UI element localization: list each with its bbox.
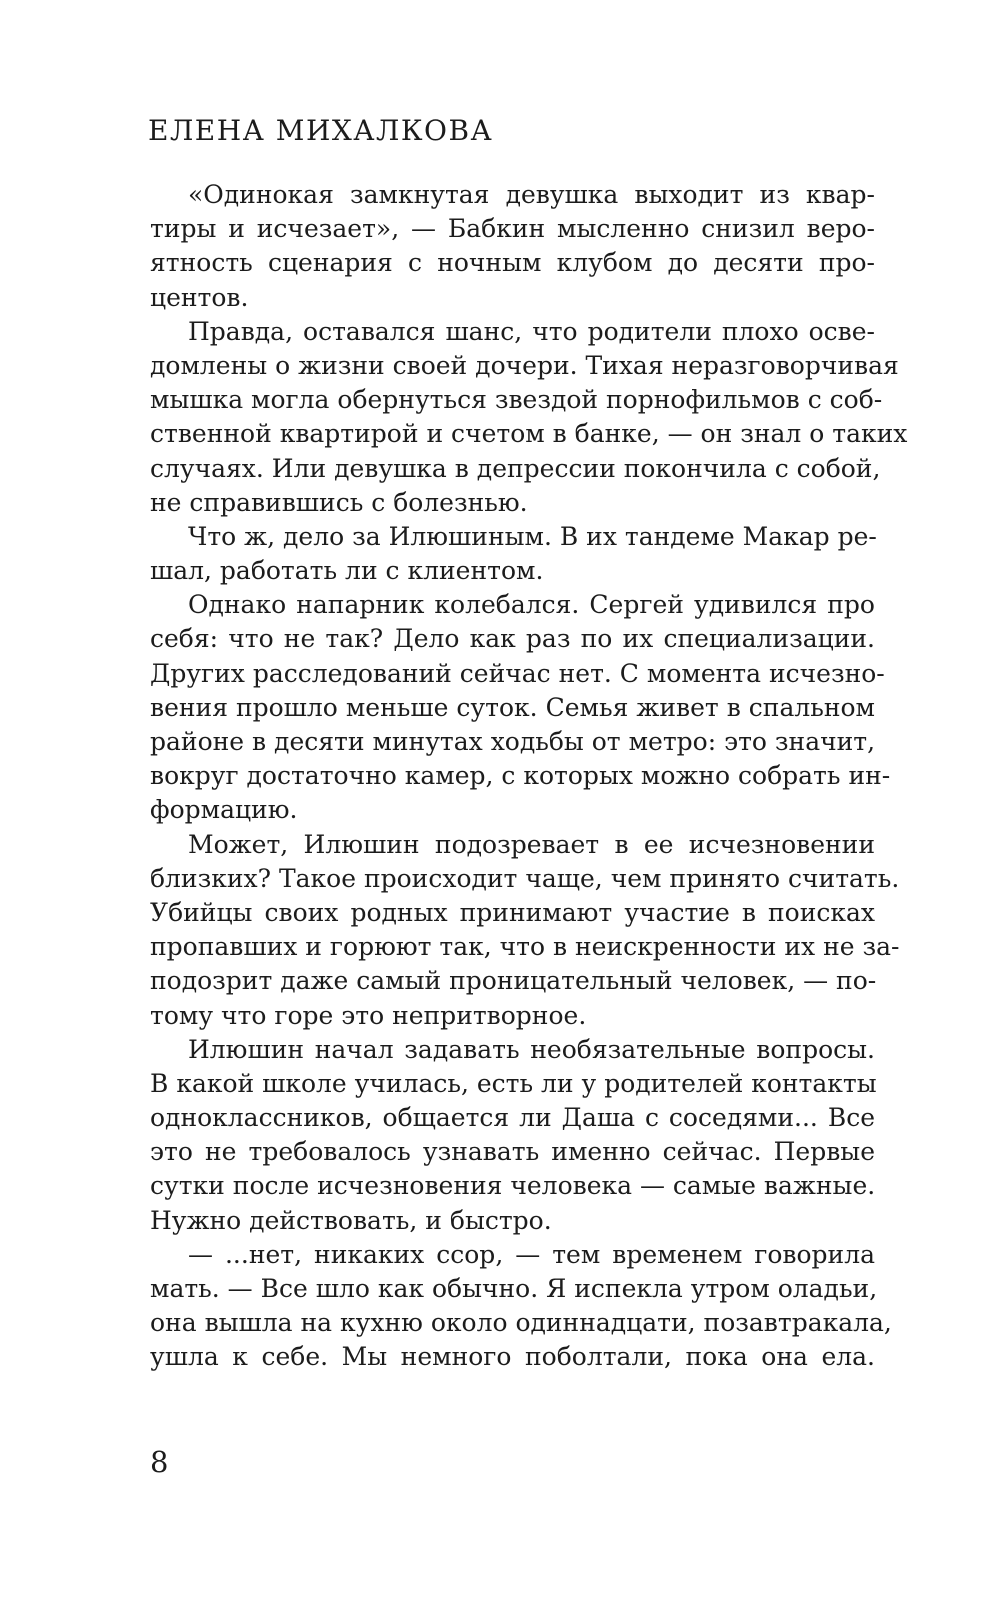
text-line: Нужно действовать, и быстро. bbox=[150, 1205, 552, 1235]
text-line: вения прошло меньше суток. Семья живет в спальном bbox=[150, 692, 875, 722]
text-line: вокруг достаточно камер, с которых можно собрать ин- bbox=[150, 761, 891, 791]
paragraph bbox=[150, 1033, 875, 1238]
text-line: ственной квартирой и счетом в банке, — он знал о таких bbox=[150, 419, 908, 449]
text-line: — ...нет, никаких ссор, — тем временем говорила bbox=[188, 1239, 875, 1269]
text-line: тому что горе это непритворное. bbox=[150, 1000, 587, 1030]
text-line: близких? Такое происходит чаще, чем принято считать. bbox=[150, 863, 900, 893]
text-line: одноклассников, общается ли Даша с соседями... Все bbox=[150, 1103, 875, 1133]
text-line: Илюшин начал задавать необязательные вопросы. bbox=[188, 1034, 875, 1064]
text-line: Других расследований сейчас нет. С момента исчезно- bbox=[150, 658, 885, 688]
page-number: 8 bbox=[150, 1445, 169, 1479]
text-line: «Одинокая замкнутая девушка выходит из квар- bbox=[188, 180, 875, 209]
body-text bbox=[150, 178, 908, 1375]
text-line: Однако напарник колебался. Сергей удивился про bbox=[188, 590, 875, 620]
text-line: подозрит даже самый проницательный человек, — по- bbox=[150, 966, 877, 996]
text-line: Может, Илюшин подозревает в ее исчезновении bbox=[188, 829, 875, 859]
paragraph bbox=[150, 178, 875, 315]
text-line: Правда, оставался шанс, что родители плохо осве- bbox=[188, 316, 875, 346]
text-line: Что ж, дело за Илюшиным. В их тандеме Макар ре- bbox=[188, 521, 877, 551]
text-line: ушла к себе. Мы немного поболтали, пока она ела. bbox=[150, 1342, 875, 1372]
text-line: формацию. bbox=[150, 795, 298, 825]
text-line: В какой школе училась, есть ли у родителей контакты bbox=[150, 1068, 877, 1098]
text-line: шал, работать ли с клиентом. bbox=[150, 556, 544, 586]
text-line: случаях. Или девушка в депрессии покончила с собой, bbox=[150, 453, 881, 483]
text-line: она вышла на кухню около одиннадцати, позавтракала, bbox=[150, 1308, 892, 1338]
paragraph bbox=[150, 828, 900, 1033]
text-line: себя: что не так? Дело как раз по их специализации. bbox=[150, 624, 875, 654]
paragraph bbox=[150, 315, 908, 520]
text-line: домлены о жизни своей дочери. Тихая неразговорчивая bbox=[150, 350, 899, 380]
text-line: мать. — Все шло как обычно. Я испекла утром оладьи, bbox=[150, 1274, 878, 1303]
text-line: тиры и исчезает», — Бабкин мысленно снизил веро- bbox=[150, 214, 875, 244]
paragraph bbox=[150, 588, 891, 827]
text-line: пропавших и горюют так, что в неискренности их не за- bbox=[150, 932, 900, 962]
paragraph bbox=[150, 1238, 892, 1375]
text-line: это не требовалось узнавать именно сейчас. Первые bbox=[150, 1137, 875, 1167]
paragraph bbox=[150, 520, 875, 588]
text-line: мышка могла обернуться звездой порнофильмов с соб- bbox=[150, 385, 883, 415]
text-line: не справившись с болезнью. bbox=[150, 487, 528, 517]
text-line: центов. bbox=[150, 282, 249, 312]
text-line: ятность сценария с ночным клубом до десяти про- bbox=[150, 248, 875, 278]
text-line: районе в десяти минутах ходьбы от метро: это значит, bbox=[150, 727, 876, 756]
running-head: ЕЛЕНА МИХАЛКОВА bbox=[148, 114, 494, 147]
text-line: сутки после исчезновения человека — самые важные. bbox=[150, 1171, 876, 1201]
text-line: Убийцы своих родных принимают участие в поисках bbox=[150, 897, 875, 927]
